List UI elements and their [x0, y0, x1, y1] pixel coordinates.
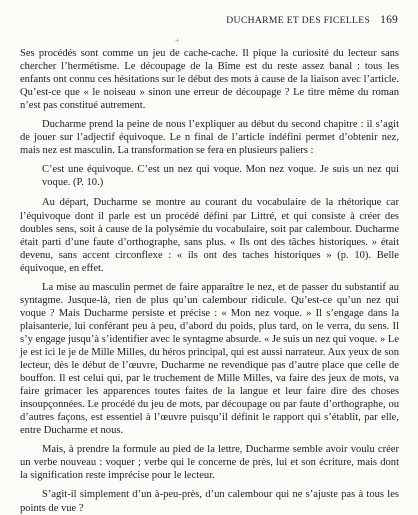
running-title: DUCHARME ET DES FICELLES — [226, 15, 371, 26]
running-header — [20, 14, 398, 26]
page-number: 169 — [380, 14, 398, 26]
paragraph-1: Ses procédés sont comme un jeu de cache-cache. Il pique la curiosité du lecteur sans chercher l’hermétisme. Le découpage de la Bîme est du reste assez banal : tous les enfants ont connu ces hésitations sur le début des mots à cause de la liaison avec l’article. Qu’est-ce que « le noiseau » sinon une erreur de découpage ? Le titre même du roman n’est pas constitué autrement. — [20, 48, 399, 112]
block-quote: C’est une équivoque. C’est un nez qui voque. Mon nez voque. Je suis un nez qui voque. (P. 10.) — [42, 164, 399, 189]
paragraph-2: Ducharme prend la peine de nous l’expliquer au début du second chapitre : il s’agit de jouer sur l’adjectif équivoque. Le n final de l’article indéfini permet d’obtenir nez, mais nez est masculin. La transformation se fera en plusieurs paliers : — [20, 119, 399, 157]
margin-mark: + — [175, 36, 180, 45]
body-text — [20, 47, 399, 515]
paragraph-5: Mais, à prendre la formule au pied de la lettre, Ducharme semble avoir voulu créer un verbe nouveau : voquer ; verbe qui le concerne de près, lui et son écriture, mais dont la signification reste imprécise pour le lecteur. — [20, 444, 399, 482]
paragraph-6: S’agit-il simplement d’un à-peu-près, d’un calembour qui ne s’ajuste pas à tous les points de vue ? — [20, 489, 399, 514]
paragraph-3: Au départ, Ducharme se montre au courant du vocabulaire de la rhétorique car l’équivoque dont il parle est un procédé défini par Littré, et qui consiste à créer des doubles sens, soit à cause de la polysémie du vocabulaire, soit par calembour. Ducharme était parti d’une faute d’orthographe, sans plus. « Ils ont des tâches historiques. » était devenu, sans accent circonflexe : « ils ont des taches historiques » (p. 10). Belle équivoque, en effet. — [20, 197, 399, 274]
paragraph-4: La mise au masculin permet de faire apparaître le nez, et de passer du substantif au syntagme. Jusque-là, rien de plus qu’un calembour ridicule. Qu’est-ce qu’un nez qui voque ? Mais Ducharme persiste et précise : « Mon nez voque. » Il s’engage dans la plaisanterie, lui conférant peu à peu, d’abord du poids, plus tard, on le verra, du sens. Il s’y engage jusqu’à s’identifier avec le syntagme absurde. « Je suis un nez qui voque. » Le je est ici le je de Mille Milles, du héros principal, qui est aussi narrateur. Aux yeux de son lecteur, dès le début de l’œuvre, Ducharme ne revendique pas d’autre place que celle de bouffon. Il est celui qui, par le truchement de Mille Milles, va faire des jeux de mots, va faire grimacer les apparences toutes faites de la langue et leur faire dire des choses insoupçonnées. Le procédé du jeu de mots, par découpage ou par faute d’orthographe, ou d’autres façons, est essentiel à l’œuvre puisqu’il définit le rapport qui s’établit, par elle, entre Ducharme et nous. — [20, 281, 399, 437]
